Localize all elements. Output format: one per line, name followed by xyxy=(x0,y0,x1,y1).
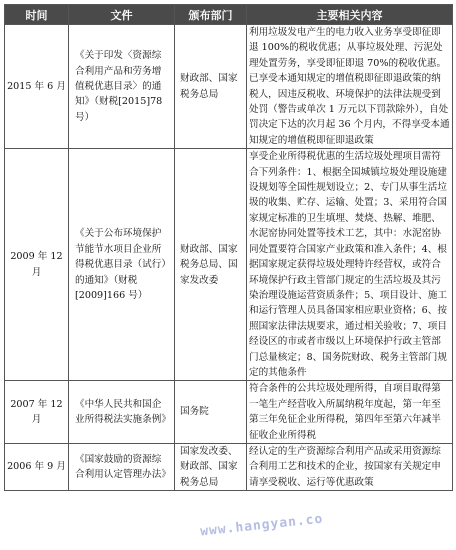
table-row xyxy=(5,443,453,490)
table-header-row xyxy=(5,5,453,25)
header-department: 颁布部门 xyxy=(175,5,247,25)
cell-content: 经认定的生产资源综合利用产品或采用资源综合利用工艺和技术的企业，按国家有关规定申请享受税收、运行等优惠政策 xyxy=(247,443,453,490)
watermark-text: www.hangyan.co xyxy=(199,511,325,540)
cell-time: 2007 年 12 月 xyxy=(5,381,69,444)
header-content: 主要相关内容 xyxy=(247,5,453,25)
cell-content: 享受企业所得税优惠的生活垃圾处理项目需符合下列条件：1、根据全国城镇垃圾处理设施建设规划等全国性规划设立；2、专门从事生活垃圾的收集、贮存、运输、处置；3、采用符合国家规定标准的卫生填埋、焚烧、热解、堆肥、水泥窑协同处置等技术工艺，其中：水泥窑协同处置要符合国家产业政策和准入条件；4、根据国家规定获得垃圾处理特许经营权，或符合环境保护行政主管部门规定的生活垃圾及其污染治理设施运营资质条件；5、项目设计、施工和运行管理人员具备国家相应职业资格；6、按照国家法律法规要求，通过相关验收；7、项目经设区的市或者市级以上环境保护行政主管部门总量核定；8、国务院财政、税务主管部门规定的其他条件 xyxy=(247,149,453,381)
header-time: 时间 xyxy=(5,5,69,25)
table-row xyxy=(5,381,453,444)
cell-document: 《关于印发〈资源综合利用产品和劳务增值税优惠目录〉的通知》（财税[2015]78 号） xyxy=(69,25,175,149)
header-document: 文件 xyxy=(69,5,175,25)
cell-content: 利用垃圾发电产生的电力收入业务享受即征即退 100%的税收优惠；从事垃圾处理、污泥处理处置劳务，享受即征即退 70%的税收优惠。已享受本通知规定的增值税即征即退政策的纳税人，因违反税收、环境保护的法律法规受到处罚（警告或单次 1 万元以下罚款除外），自处罚决定下达的次月起 36 个月内，不得享受本通知规定的增值税即征即退政策 xyxy=(247,25,453,149)
cell-department: 国家发改委、财政部、国家税务总局 xyxy=(175,443,247,490)
cell-time: 2009 年 12 月 xyxy=(5,149,69,381)
cell-department: 财政部、国家税务总局、国家发改委 xyxy=(175,149,247,381)
cell-time: 2006 年 9 月 xyxy=(5,443,69,490)
cell-department: 国务院 xyxy=(175,381,247,444)
table-row xyxy=(5,149,453,381)
cell-time: 2015 年 6 月 xyxy=(5,25,69,149)
document-page xyxy=(4,4,452,491)
cell-document: 《中华人民共和国企业所得税法实施条例》 xyxy=(69,381,175,444)
cell-document: 《国家鼓励的资源综合利用认定管理办法》 xyxy=(69,443,175,490)
policy-table xyxy=(4,4,453,491)
cell-content: 符合条件的公共垃圾处理所得，自项目取得第一笔生产经营收入所属纳税年度起，第一年至第三年免征企业所得税，第四年至第六年减半征收企业所得税 xyxy=(247,381,453,444)
cell-department: 财政部、国家税务总局 xyxy=(175,25,247,149)
cell-document: 《关于公布环境保护节能节水项目企业所得税优惠目录（试行）的通知》（财税[2009]166 号） xyxy=(69,149,175,381)
table-row xyxy=(5,25,453,149)
